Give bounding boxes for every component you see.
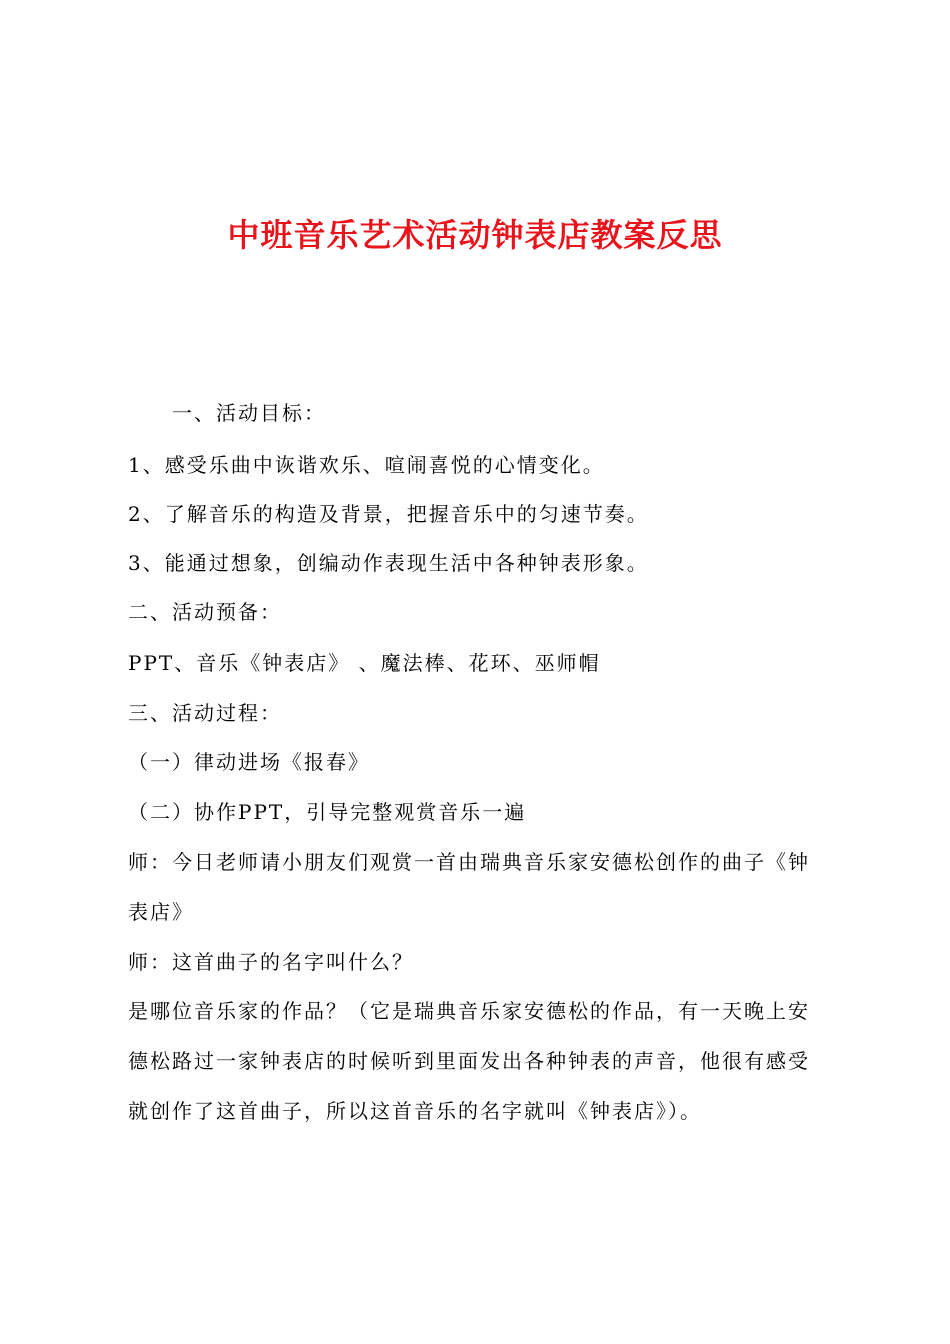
document-title: 中班音乐艺术活动钟表店教案反思 bbox=[227, 216, 723, 254]
paragraph-line: 就创作了这首曲子，所以这首音乐的名字就叫《钟表店》）。 bbox=[128, 1099, 702, 1123]
paragraph-line: 师：今日老师请小朋友们观赏一首由瑞典音乐家安德松创作的曲子《钟 bbox=[128, 850, 810, 874]
paragraph-line: 表店》 bbox=[128, 900, 194, 924]
section-heading-goals: 一、活动目标： bbox=[172, 401, 326, 425]
process-step-1: （一）律动进场《报春》 bbox=[128, 750, 370, 774]
paragraph-line: 德松路过一家钟表店的时候听到里面发出各种钟表的声音，他很有感受 bbox=[128, 1049, 810, 1073]
goal-item-2: 2、了解音乐的构造及背景，把握音乐中的匀速节奏。 bbox=[128, 502, 649, 526]
section-heading-preparation: 二、活动预备： bbox=[128, 600, 282, 624]
preparation-materials: PPT、音乐《钟表店》 、魔法棒、花环、巫师帽 bbox=[128, 651, 601, 675]
goal-item-3: 3、能通过想象，创编动作表现生活中各种钟表形象。 bbox=[128, 551, 649, 575]
paragraph-line: 师：这首曲子的名字叫什么？ bbox=[128, 950, 414, 974]
goal-item-1: 1、感受乐曲中诙谐欢乐、喧闹喜悦的心情变化。 bbox=[128, 453, 605, 477]
section-heading-process: 三、活动过程： bbox=[128, 701, 282, 725]
paragraph-line: 是哪位音乐家的作品？（它是瑞典音乐家安德松的作品，有一天晚上安 bbox=[128, 999, 810, 1023]
process-step-2: （二）协作PPT，引导完整观赏音乐一遍 bbox=[128, 800, 527, 824]
